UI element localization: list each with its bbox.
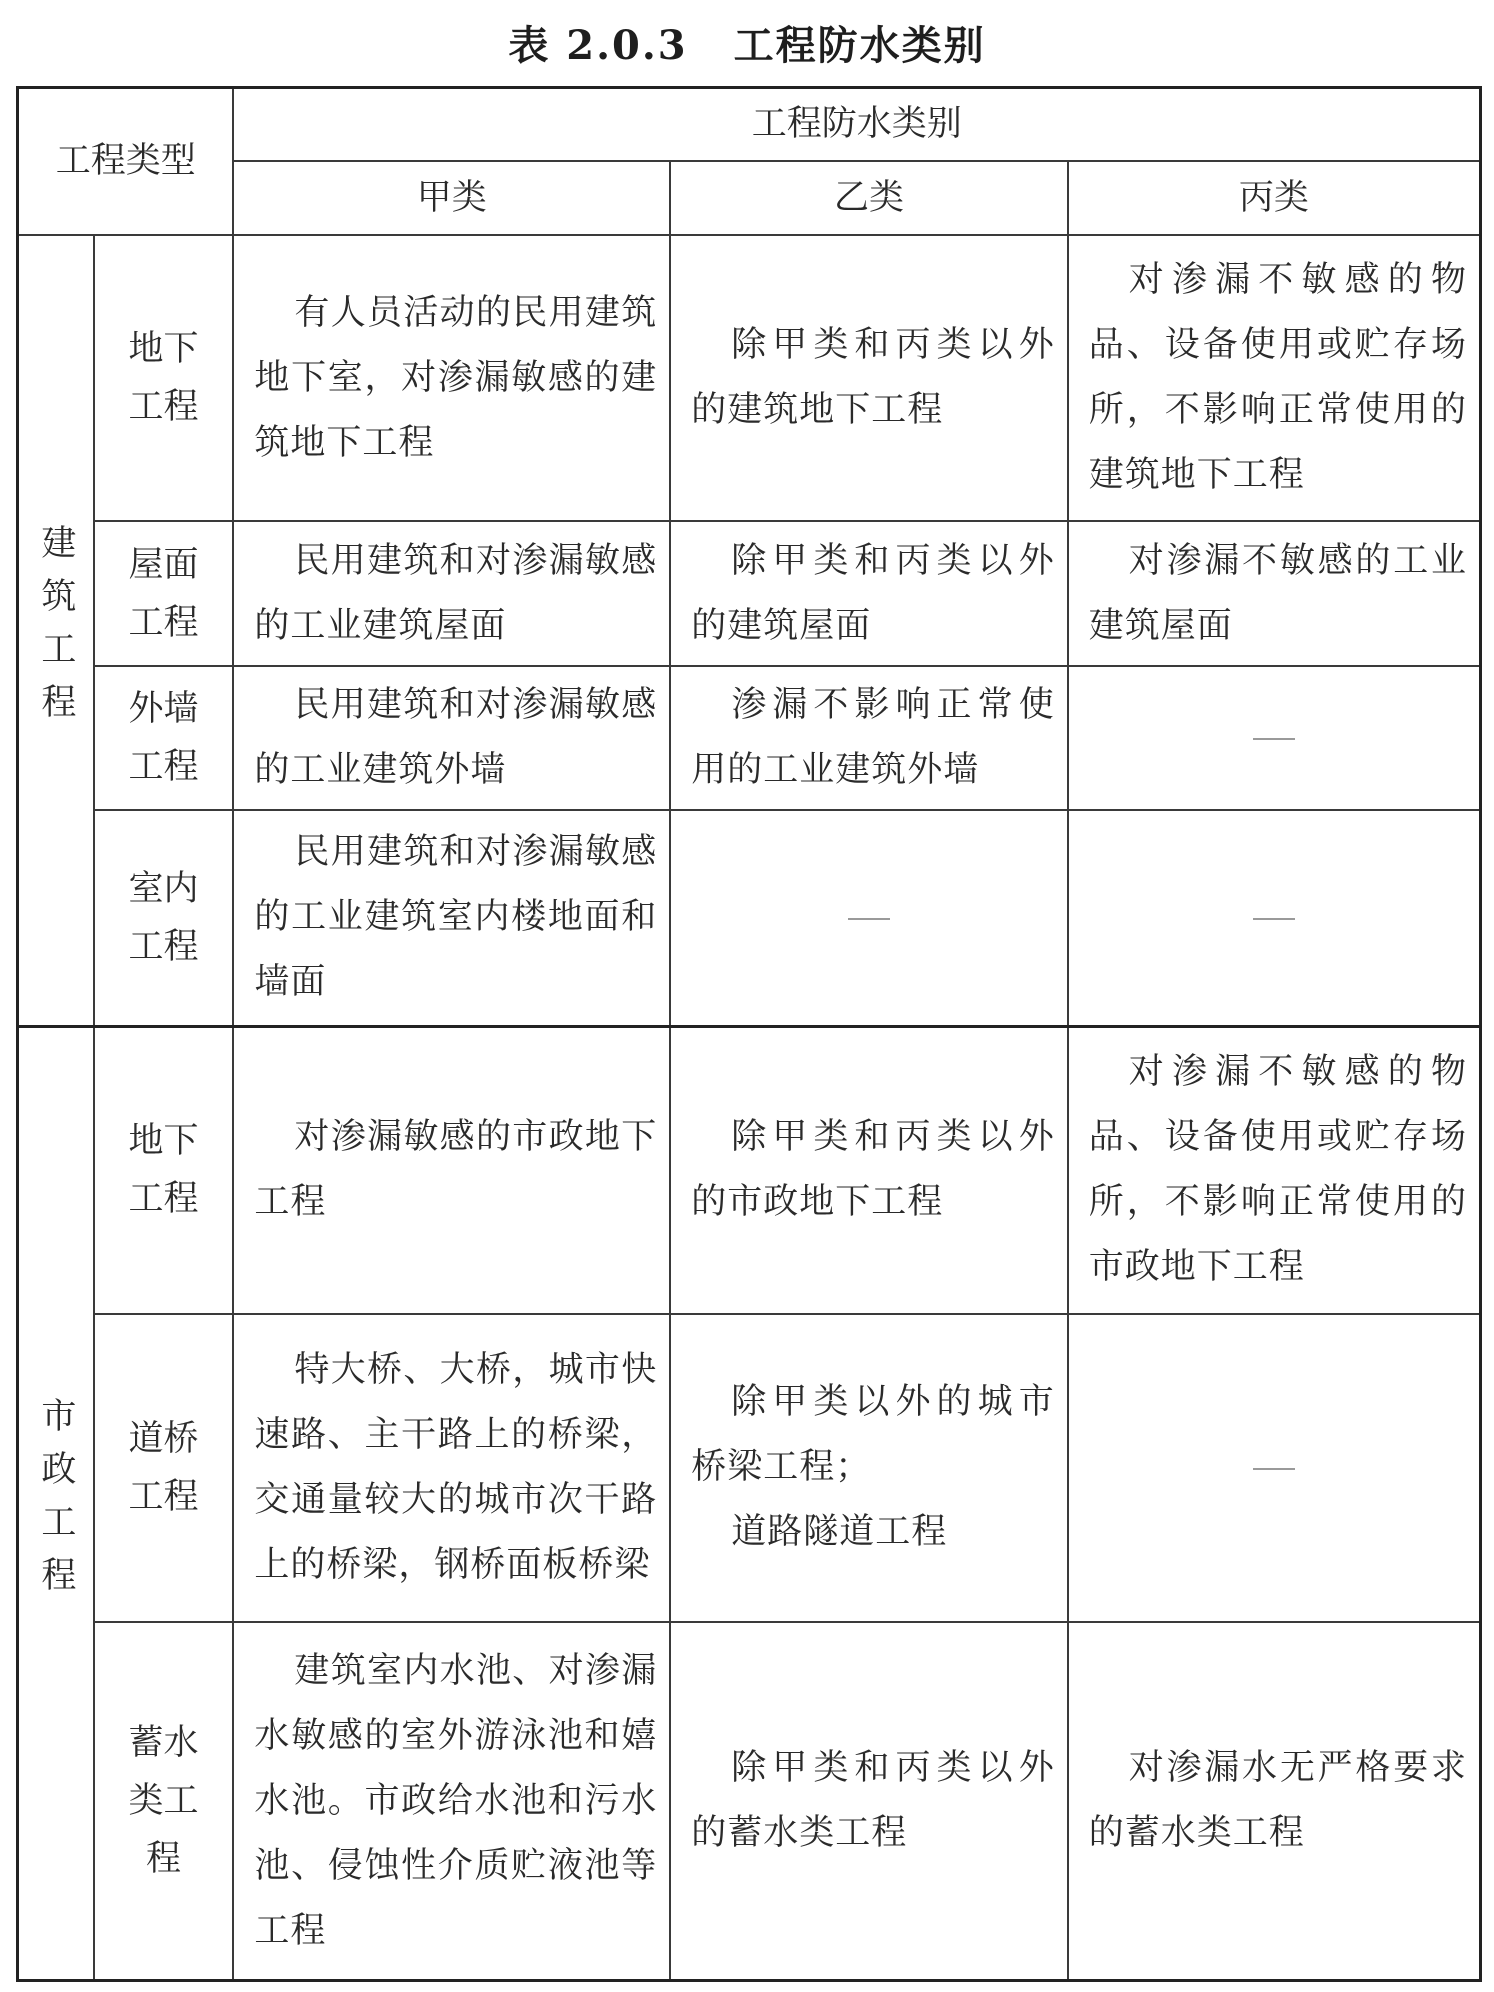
cell-class-b (670, 1314, 1067, 1623)
row-type (94, 1622, 234, 1980)
row-type (94, 1026, 234, 1313)
cell-class-c: 对渗漏不敏感的物品、设备使用或贮存场所，不影响正常使用的建筑地下工程 (1068, 235, 1481, 522)
row-type-label: 屋面工程 (128, 544, 199, 643)
cell-class-a: 对渗漏敏感的市政地下工程 (233, 1026, 670, 1313)
group-label: 建筑工程 (35, 524, 76, 737)
cell-line: 道路隧道工程 (731, 1512, 948, 1553)
row-type (94, 235, 234, 522)
table-row (18, 521, 1481, 665)
header-class-c: 丙类 (1068, 161, 1481, 234)
row-type (94, 1314, 234, 1623)
table-row (18, 810, 1481, 1026)
group-name-building (18, 235, 94, 1027)
header-class-a: 甲类 (233, 161, 670, 234)
dash-mark (1253, 1468, 1295, 1470)
cell-class-b: 除甲类和丙类以外的建筑屋面 (670, 521, 1067, 665)
cell-class-a: 民用建筑和对渗漏敏感的工业建筑外墙 (233, 666, 670, 810)
group-label: 市政工程 (35, 1397, 76, 1610)
row-type (94, 521, 234, 665)
cell-class-b: 除甲类和丙类以外的建筑地下工程 (670, 235, 1067, 522)
cell-class-a: 特大桥、大桥，城市快速路、主干路上的桥梁，交通量较大的城市次干路上的桥梁，钢桥面板桥梁 (233, 1314, 670, 1623)
group-name-municipal (18, 1026, 94, 1980)
table-row (18, 1026, 1481, 1313)
header-class-b: 乙类 (670, 161, 1067, 234)
cell-class-c: 对渗漏不敏感的工业建筑屋面 (1068, 521, 1481, 665)
cell-class-a: 民用建筑和对渗漏敏感的工业建筑屋面 (233, 521, 670, 665)
row-type-label: 室内工程 (128, 868, 199, 967)
row-type-label: 地下工程 (128, 1121, 199, 1220)
cell-class-c: 对渗漏水无严格要求的蓄水类工程 (1068, 1622, 1481, 1980)
cell-class-b: 除甲类和丙类以外的蓄水类工程 (670, 1622, 1067, 1980)
row-type-label: 外墙工程 (128, 688, 199, 787)
row-type (94, 666, 234, 810)
dash-mark (1253, 738, 1295, 740)
cell-class-c-empty (1068, 1314, 1481, 1623)
table-caption: 工程防水类别 (733, 22, 986, 69)
cell-class-b: 除甲类和丙类以外的市政地下工程 (670, 1026, 1067, 1313)
table-row (18, 1622, 1481, 1980)
dash-mark (848, 918, 890, 920)
cell-class-a: 有人员活动的民用建筑地下室，对渗漏敏感的建筑地下工程 (233, 235, 670, 522)
row-type-label: 地下工程 (128, 329, 199, 427)
row-type-label: 蓄水类工程 (128, 1723, 199, 1880)
cell-class-c: 对渗漏不敏感的物品、设备使用或贮存场所，不影响正常使用的市政地下工程 (1068, 1026, 1481, 1313)
header-type: 工程类型 (18, 88, 234, 235)
table-row (18, 666, 1481, 810)
cell-line: 除甲类以外的城市桥梁工程； (691, 1382, 1055, 1488)
row-type (94, 810, 234, 1026)
header-row-2 (18, 161, 1481, 234)
cell-class-b-empty (670, 810, 1067, 1026)
table-number: 表 2.0.3 (508, 22, 688, 69)
table-row (18, 235, 1481, 522)
cell-class-b: 渗漏不影响正常使用的工业建筑外墙 (670, 666, 1067, 810)
table-row (18, 1314, 1481, 1623)
row-type-label: 道桥工程 (128, 1418, 199, 1517)
dash-mark (1253, 918, 1295, 920)
header-class: 工程防水类别 (233, 88, 1480, 162)
waterproof-class-table (16, 86, 1482, 1982)
cell-class-a: 建筑室内水池、对渗漏水敏感的室外游泳池和嬉水池。市政给水池和污水池、侵蚀性介质贮液池等工程 (233, 1622, 670, 1980)
header-row-1 (18, 88, 1481, 162)
table-title (0, 14, 1494, 71)
cell-class-c-empty (1068, 810, 1481, 1026)
cell-class-a: 民用建筑和对渗漏敏感的工业建筑室内楼地面和墙面 (233, 810, 670, 1026)
cell-class-c-empty (1068, 666, 1481, 810)
